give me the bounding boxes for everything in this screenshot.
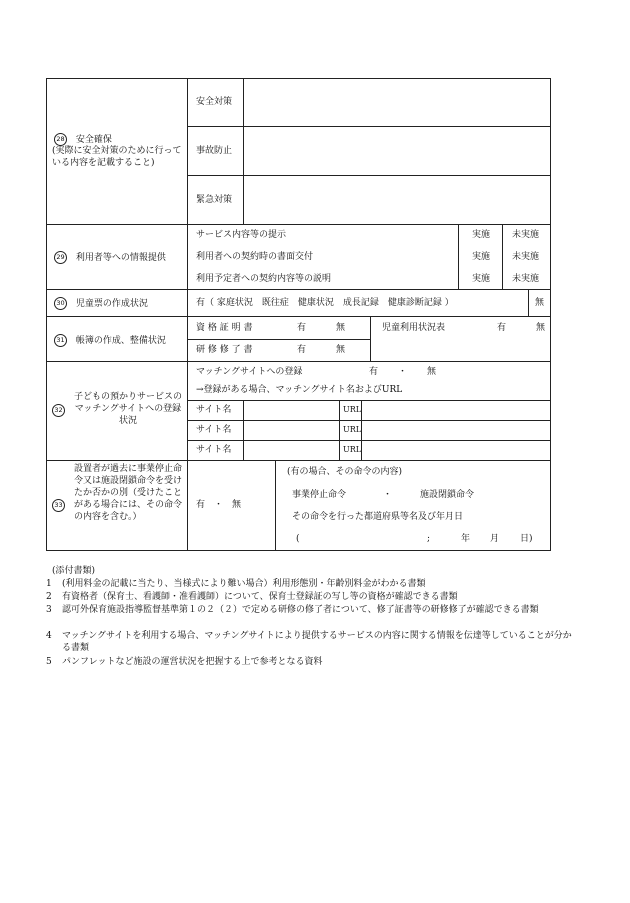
s33-month: 月 [490,534,500,544]
s28-row-safety: 安全対策 [196,97,233,107]
attachment-num-3: 3 [46,605,52,615]
s33-number-badge: 33 [52,499,65,512]
attachment-text-2: 有資格者（保育士、看護師・准看護師）について、保育士登録証の写し等の資格が確認できる書類 [62,592,458,602]
s32-note: →登録がある場合、マッチングサイト名およびURL [196,385,403,395]
attachment-text-4: マッチングサイトを利用する場合、マッチングサイトにより提供するサービスの内容に関する情報を伝達等していることが分かる書類 [62,631,572,653]
s31-number-badge: 31 [54,334,67,347]
s33-choice[interactable]: 有 ・ 無 [196,500,242,510]
s31-row1-yes[interactable]: 有 [297,323,307,333]
s32-url-label-2: URL [343,425,362,434]
s28-number-badge: 28 [54,133,67,146]
attachment-num-1: 1 [46,579,52,589]
s33-title: 設置者が過去に事業停止命令又は施設閉鎖命令を受けたか否かの別（受けたことがある場合には、その命令の内容を含む。） [74,464,183,522]
s29-number-badge: 29 [54,251,67,264]
s32-registration-yes[interactable]: 有 [369,367,379,377]
s32-registration-dot: ・ [398,367,408,377]
s30-number-badge: 30 [54,297,67,310]
s29-row2-no[interactable]: 未実施 [512,252,540,262]
s29-row1-no[interactable]: 未実施 [512,230,540,240]
s32-site-label-3: サイト名 [196,445,232,455]
s33-detail-header: (有の場合、その命令の内容) [287,467,403,477]
s31-row2-yes[interactable]: 有 [297,345,307,355]
s33-day: 日) [520,534,533,544]
s29-title-row [54,251,166,264]
s29-row3-no[interactable]: 未実施 [512,274,540,284]
s29-title: 利用者等への情報提供 [75,253,166,263]
s29-row2-label: 利用者への契約時の書面交付 [196,252,314,262]
s31-row1-label: 資 格 証 明 書 [196,323,253,333]
s32-registration-label: マッチングサイトへの登録 [196,367,303,377]
s29-row3-yes[interactable]: 実施 [472,274,491,284]
s32-number-wrap [52,404,68,417]
s31-row2-label: 研 修 修 了 書 [196,345,253,355]
attachment-num-4: 4 [46,631,52,641]
s31-row2-no[interactable]: 無 [336,345,346,355]
s28-row-accident: 事故防止 [196,146,233,156]
attachment-num-2: 2 [46,592,52,602]
s30-content[interactable]: 有（ 家庭状況 既往症 健康状況 成長記録 健康診断記録 ） [196,298,454,308]
s30-none[interactable]: 無 [535,298,545,308]
s29-row1-label: サービス内容等の提示 [196,230,287,240]
s30-title-row [54,297,148,310]
s29-row1-yes[interactable]: 実施 [472,230,491,240]
s33-order2[interactable]: 施設閉鎖命令 [420,490,475,500]
s28-row-emergency: 緊急対策 [196,195,233,205]
s29-row3-label: 利用予定者への契約内容等の説明 [196,274,332,284]
attachment-text-5: パンフレットなど施設の運営状況を把握する上で参考となる資料 [62,657,323,667]
s33-year: 年 [461,534,471,544]
s33-order-dot: ・ [383,490,393,500]
s28-note: (実際に安全対策のために行っている内容を記載すること) [52,146,182,168]
s32-site-label-2: サイト名 [196,425,232,435]
s29-row2-yes[interactable]: 実施 [472,252,491,262]
s31-row1-no2[interactable]: 無 [536,323,546,333]
attachments-heading: (添付書類) [52,566,96,576]
s28-title: 安全確保 [75,135,112,145]
s31-row1-label2: 児童利用状況表 [382,323,446,333]
s31-title: 帳簿の作成、整備状況 [75,336,166,346]
s32-registration-no[interactable]: 無 [427,367,437,377]
attachment-text-1: (利用料金の記載に当たり、当様式により難い場合）利用形態別・年齢別料金がわかる書類 [62,579,426,589]
s33-date-open: ( [296,534,300,544]
s33-order1[interactable]: 事業停止命令 [292,490,347,500]
s33-date-semicolon: ; [427,534,431,544]
s32-number-badge: 32 [52,404,65,417]
s30-title: 児童票の作成状況 [75,299,148,309]
s33-number-wrap [52,499,68,512]
s32-url-label-3: URL [343,445,362,454]
s31-title-row [54,334,166,347]
s31-row1-yes2[interactable]: 有 [497,323,507,333]
attachment-text-3: 認可外保育施設指導監督基準第１の２（２）で定める研修の修了者について、修了証書等の研修修了が確認できる書類 [62,605,539,615]
s32-url-label-1: URL [343,405,362,414]
s32-title: 子どもの預かりサービスのマッチングサイトへの登録状況 [73,392,182,426]
s31-row1-no[interactable]: 無 [336,323,346,333]
attachment-num-5: 5 [46,657,52,667]
s33-issuer: その命令を行った都道府県等名及び年月日 [292,512,464,522]
s32-site-label-1: サイト名 [196,405,232,415]
